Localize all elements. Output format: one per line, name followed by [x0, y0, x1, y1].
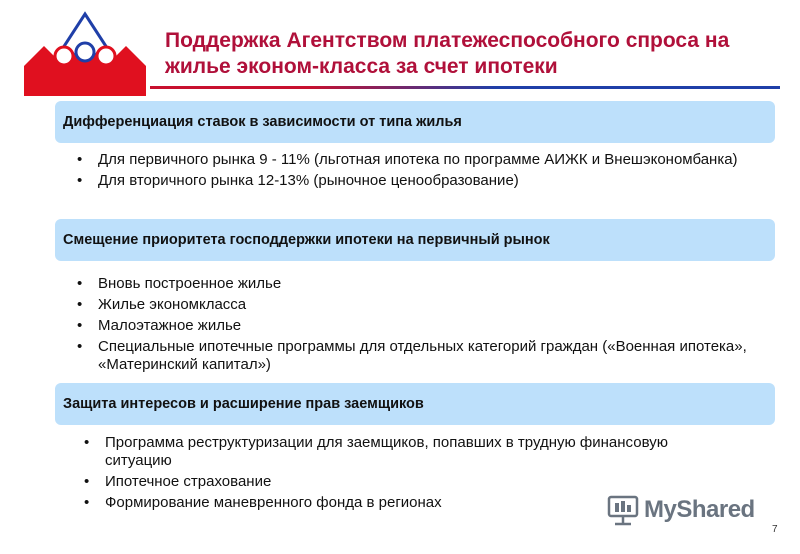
page-title: Поддержка Агентством платежеспособного спроса на жилье эконом-класса за счет ипотеки	[165, 29, 730, 78]
list-item: • Для вторичного рынка 12-13% (рыночное ценообразование)	[75, 172, 765, 190]
myshared-watermark	[606, 492, 766, 528]
section-heading-priority-shift: Смещение приоритета господдержки ипотеки на первичный рынок	[55, 219, 775, 261]
section-list-rate-differentiation	[75, 151, 765, 193]
list-item: • Вновь построенное жилье	[75, 275, 765, 293]
list-item: • Жилье экономкласса	[75, 296, 765, 314]
section-heading-rate-differentiation: Дифференциация ставок в зависимости от типа жилья	[55, 101, 775, 143]
title-divider	[150, 86, 780, 89]
list-item: • Для первичного рынка 9 - 11% (льготная ипотека по программе АИЖК и Внешэкономбанка)	[75, 151, 765, 169]
list-item: • Ипотечное страхование	[82, 473, 722, 491]
section-heading-borrower-protection: Защита интересов и расширение прав заемщиков	[55, 383, 775, 425]
list-item: • Формирование маневренного фонда в регионах	[82, 494, 722, 512]
list-item: • Малоэтажное жилье	[75, 317, 765, 335]
section-list-priority-shift	[75, 275, 765, 377]
watermark-text: MyShared	[644, 496, 755, 523]
list-item: • Специальные ипотечные программы для отдельных категорий граждан («Военная ипотека», «Материнский капитал»)	[75, 338, 765, 374]
presentation-board-icon	[606, 493, 640, 527]
agency-logo-icon	[20, 8, 150, 108]
page-number: 7	[772, 524, 778, 535]
list-item: • Программа реструктуризации для заемщиков, попавших в трудную финансовую ситуацию	[82, 434, 722, 470]
